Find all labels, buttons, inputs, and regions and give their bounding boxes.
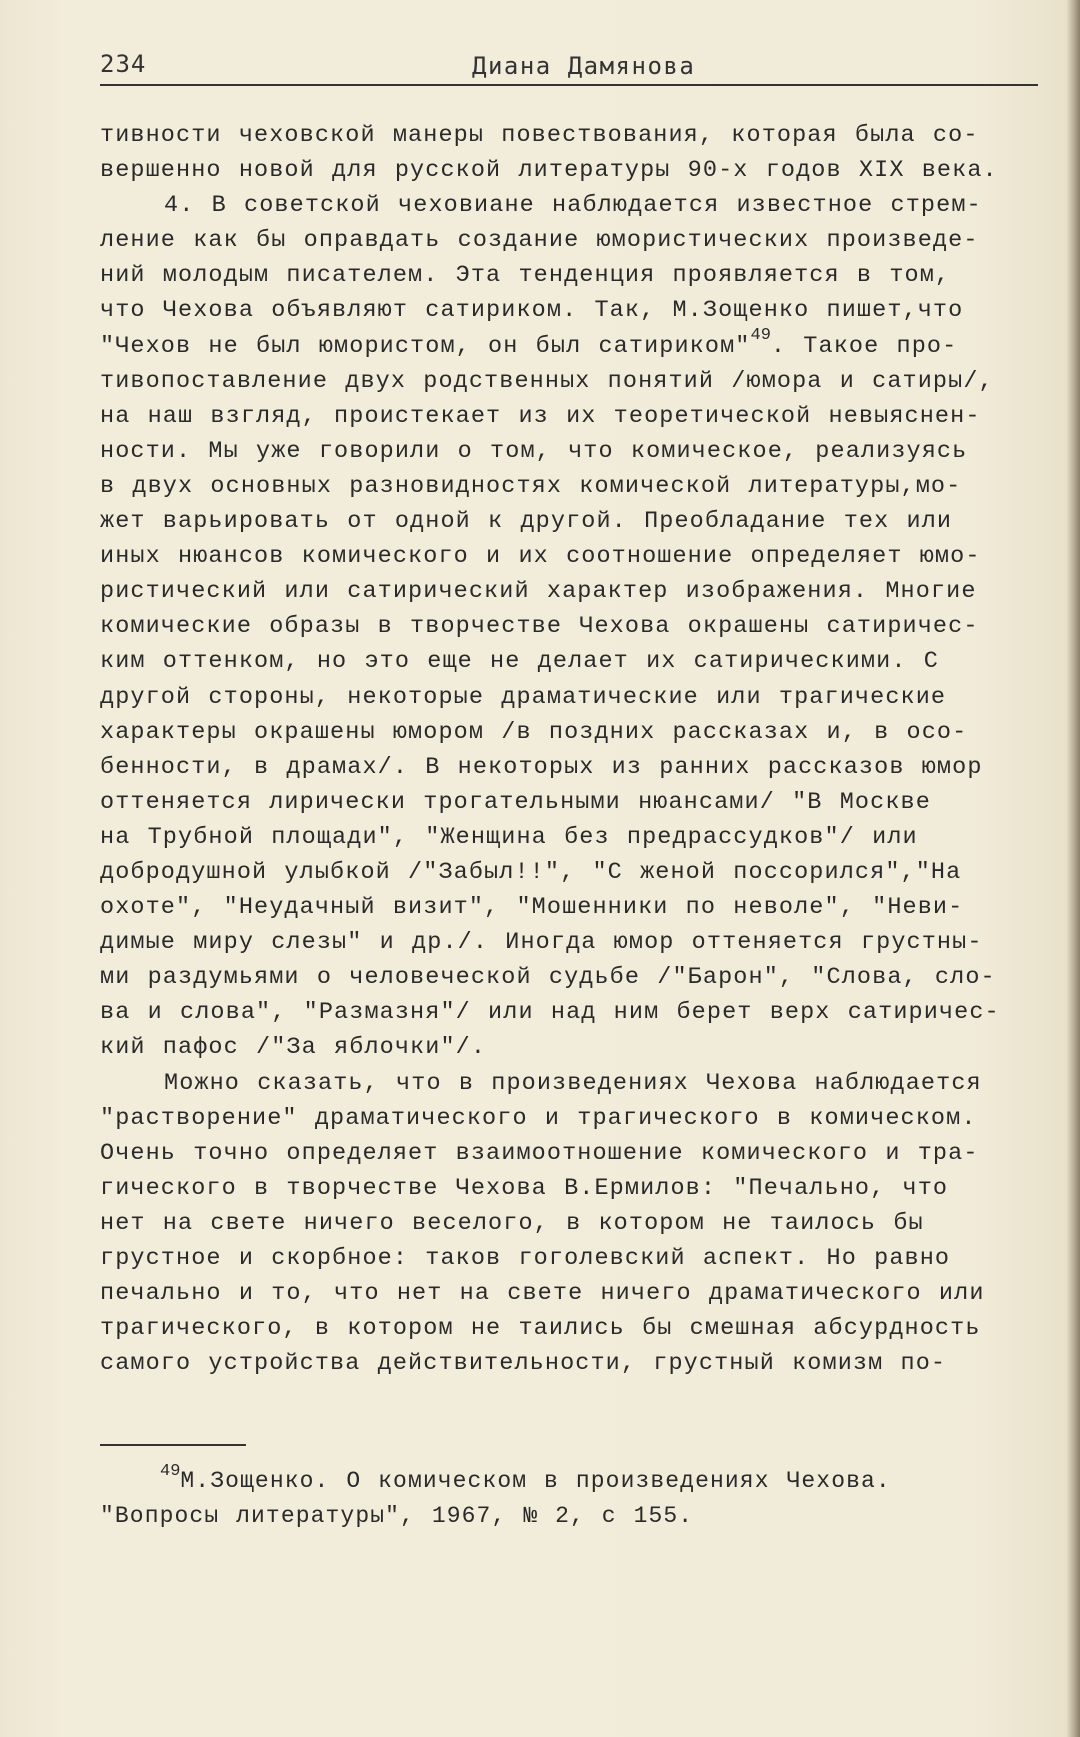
text-line: печально и то, что нет на свете ничего драматического или [100,1280,985,1308]
text-line: жет варьировать от одной к другой. Преобладание тех или [100,508,953,536]
text-segment: . Такое про- [770,332,958,360]
text-line: трагического, в котором не таились бы смешная абсурдность [100,1315,981,1343]
text-line: добродушной улыбкой /"Забыл!!", "С женой поссорился","На [100,858,962,886]
text-line: характеры окрашены юмором /в поздних рассказах и, в осо- [100,718,968,746]
text-line: ление как бы оправдать создание юмористических произведе- [100,227,979,255]
text-line: ний молодым писателем. Эта тенденция проявляется в том, [100,262,951,290]
footnote-text: М.Зощенко. О комическом в произведениях Чехова. [180,1468,891,1494]
text-line: в двух основных разновидностях комической литературы,мо- [100,472,962,500]
footnote-line: "Вопросы литературы", 1967, № 2, с 155. [100,1503,694,1530]
footnote-divider [100,1444,246,1446]
text-line: вершенно новой для русской литературы 90-х годов XIX века. [100,157,998,185]
text-line: тивопоставление двух родственных понятий /юмора и сатиры/, [100,367,994,395]
text-line: ми раздумьями о человеческой судьбе /"Барон", "Слова, сло- [100,964,996,992]
text-line: нет на свете ничего веселого, в котором не таилось бы [100,1209,924,1237]
text-line: иных нюансов комического и их соотношение определяет юмо- [100,543,981,571]
page-number: 234 [100,50,147,78]
text-line: на Трубной площади", "Женщина без предрассудков"/ или [100,823,918,851]
footnote-marker: 49 [160,1462,181,1481]
text-line: гического в творчестве Чехова В.Ермилов: "Печально, что [100,1174,949,1202]
text-line: ва и слова", "Размазня"/ или над ним берет верх сатиричес- [100,999,1000,1027]
text-line-with-footnote-ref [100,325,1050,364]
text-line: грустное и скорбное: таков гоголевский аспект. Но равно [100,1245,951,1272]
text-line: оттеняется лирически трогательными нюансами/ "В Москве [100,788,931,816]
footnote-line [100,1464,1050,1499]
text-line: другой стороны, некоторые драматические или трагические [100,683,947,711]
text-line: ности. Мы уже говорили о том, что комическое, реализуясь [100,437,968,465]
text-line: Можно сказать, что в произведениях Чехова наблюдается [164,1069,982,1097]
text-line: "растворение" драматического и трагического в комическом. [100,1104,977,1132]
text-segment: "Чехов не был юмористом, он был сатириком" [100,332,751,360]
text-line: на наш взгляд, проистекает из их теоретической невыяснен- [100,402,981,430]
running-head [100,50,1038,86]
footnote [100,1464,1050,1534]
text-line: бенности, в драмах/. В некоторых из ранних рассказов юмор [100,753,983,781]
text-line: самого устройства действительности, грустный комизм по- [100,1350,947,1378]
text-line: ристический или сатирический характер изображения. Многие [100,578,977,606]
body-text [100,118,1050,1381]
text-line: Очень точно определяет взаимоотношение комического и тра- [100,1139,979,1167]
text-line: охоте", "Неудачный визит", "Мошенники по неволе", "Неви- [100,894,964,922]
text-line: комические образы в творчестве Чехова окрашены сатиричес- [100,613,979,641]
text-line: что Чехова объявляют сатириком. Так, М.Зощенко пишет,что [100,297,964,325]
text-line: димые миру слезы" и др./. Иногда юмор оттеняется грустны- [100,929,983,957]
running-head-author: Диана Дамянова [472,52,696,80]
page-edge-shadow [1066,0,1080,1737]
text-line: тивности чеховской манеры повествования, которая была со- [100,122,979,149]
text-line: 4. В советской чеховиане наблюдается известное стрем- [164,192,982,220]
text-line: ким оттенком, но это еще не делает их сатирическими. С [100,648,939,676]
text-line: кий пафос /"За яблочки"/. [100,1034,487,1062]
footnote-reference[interactable]: 49 [750,325,771,345]
